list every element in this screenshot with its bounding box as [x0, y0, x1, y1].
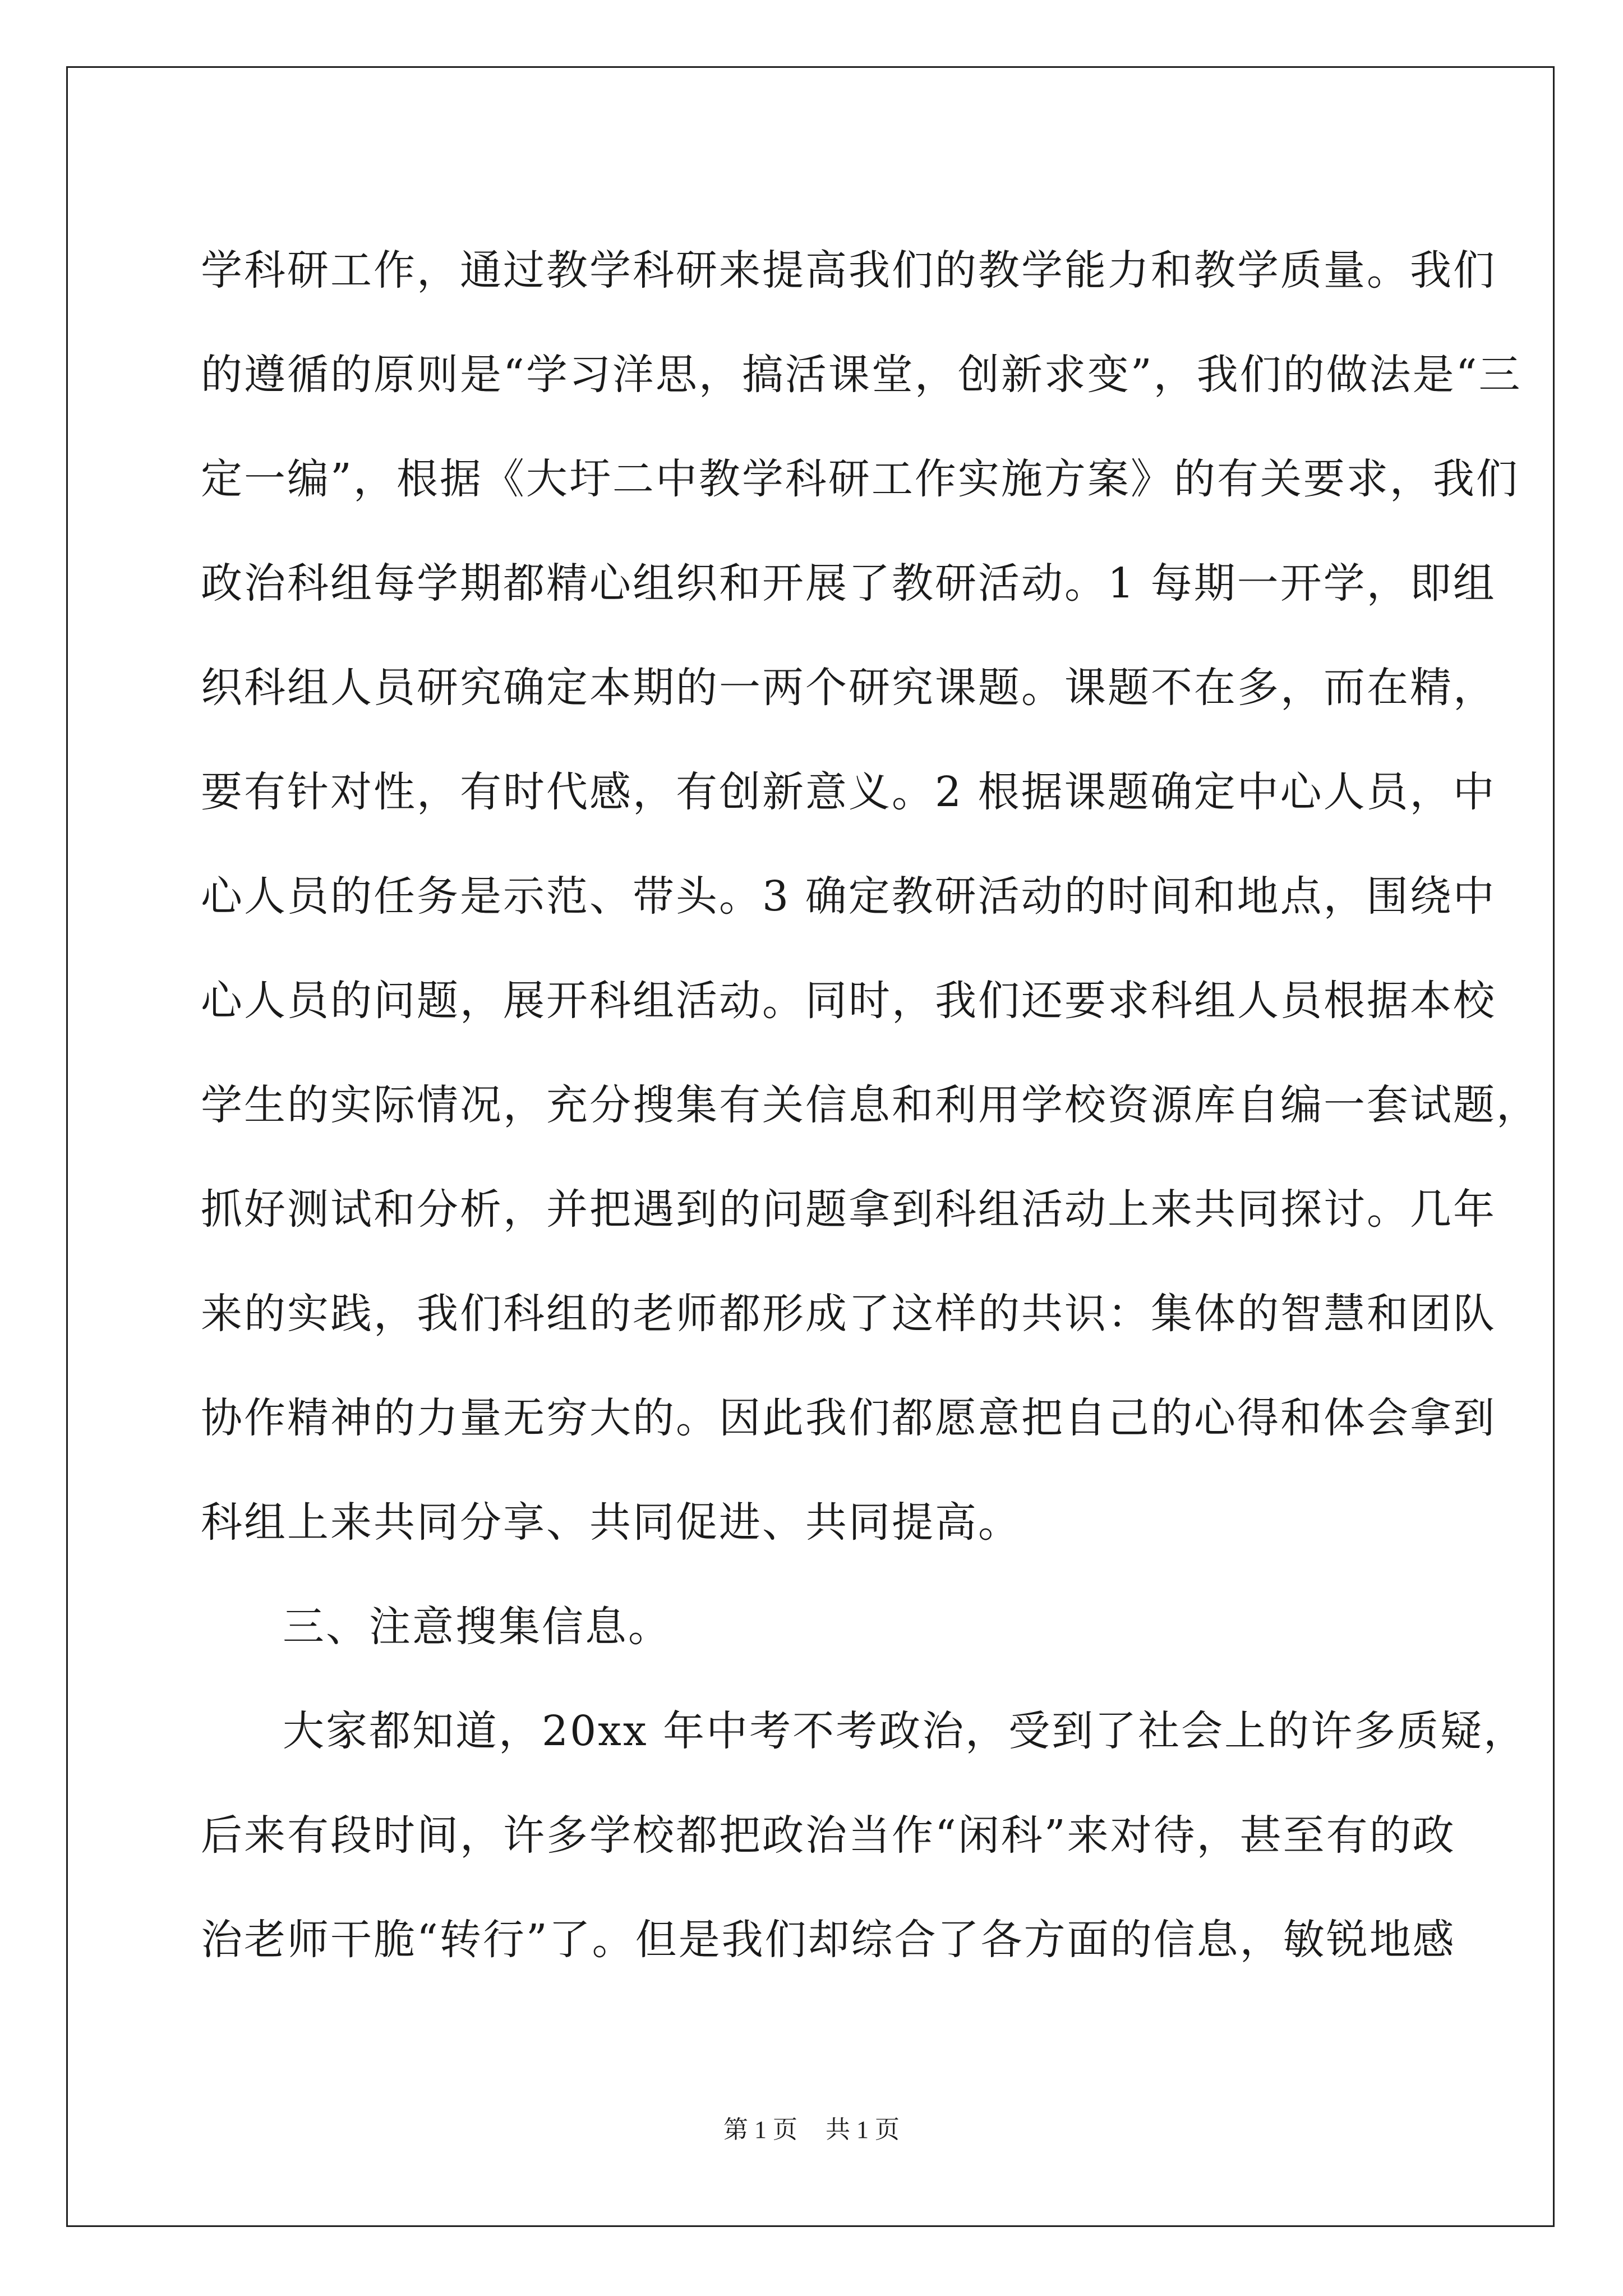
- page-footer: [0, 2109, 1623, 2145]
- text-line: 定一编”，根据《大圩二中教学科研工作实施方案》的有关要求，我们: [201, 455, 1519, 503]
- section-heading: 三、注意搜集信息。: [283, 1603, 671, 1651]
- text-line: 后来有段时间，许多学校都把政治当作“闲科”来对待，甚至有的政: [201, 1811, 1456, 1860]
- text-line: 抓好测试和分析，并把遇到的问题拿到科组活动上来共同探讨。几年: [201, 1185, 1496, 1234]
- text-line: 治老师干脆“转行”了。但是我们却综合了各方面的信息，敏锐地感: [201, 1916, 1456, 1964]
- text-line: 心人员的问题，展开科组活动。同时，我们还要求科组人员根据本校: [201, 977, 1496, 1025]
- text-line: 协作精神的力量无穷大的。因此我们都愿意把自己的心得和体会拿到: [201, 1394, 1496, 1442]
- document-body: [201, 218, 1539, 1992]
- text-line: 学生的实际情况，充分搜集有关信息和利用学校资源库自编一套试题，: [201, 1081, 1539, 1129]
- page-number: 第 1 页: [723, 2116, 797, 2143]
- text-line: 的遵循的原则是“学习洋思，搞活课堂，创新求变”，我们的做法是“三: [201, 351, 1522, 399]
- text-line: 大家都知道，20xx 年中考不考政治，受到了社会上的许多质疑，: [283, 1707, 1527, 1755]
- text-line: 要有针对性，有时代感，有创新意义。2 根据课题确定中心人员，中: [201, 768, 1496, 816]
- text-line: 科组上来共同分享、共同促进、共同提高。: [201, 1498, 1021, 1547]
- text-line: 心人员的任务是示范、带头。3 确定教研活动的时间和地点，围绕中: [201, 872, 1496, 921]
- page-total: 共 1 页: [826, 2116, 900, 2143]
- text-line: 来的实践，我们科组的老师都形成了这样的共识：集体的智慧和团队: [201, 1290, 1496, 1338]
- text-line: 政治科组每学期都精心组织和开展了教研活动。1 每期一开学，即组: [201, 559, 1496, 608]
- text-line: 学科研工作，通过教学科研来提高我们的教学能力和教学质量。我们: [201, 246, 1496, 295]
- text-line: 织科组人员研究确定本期的一两个研究课题。课题不在多，而在精，: [201, 664, 1496, 712]
